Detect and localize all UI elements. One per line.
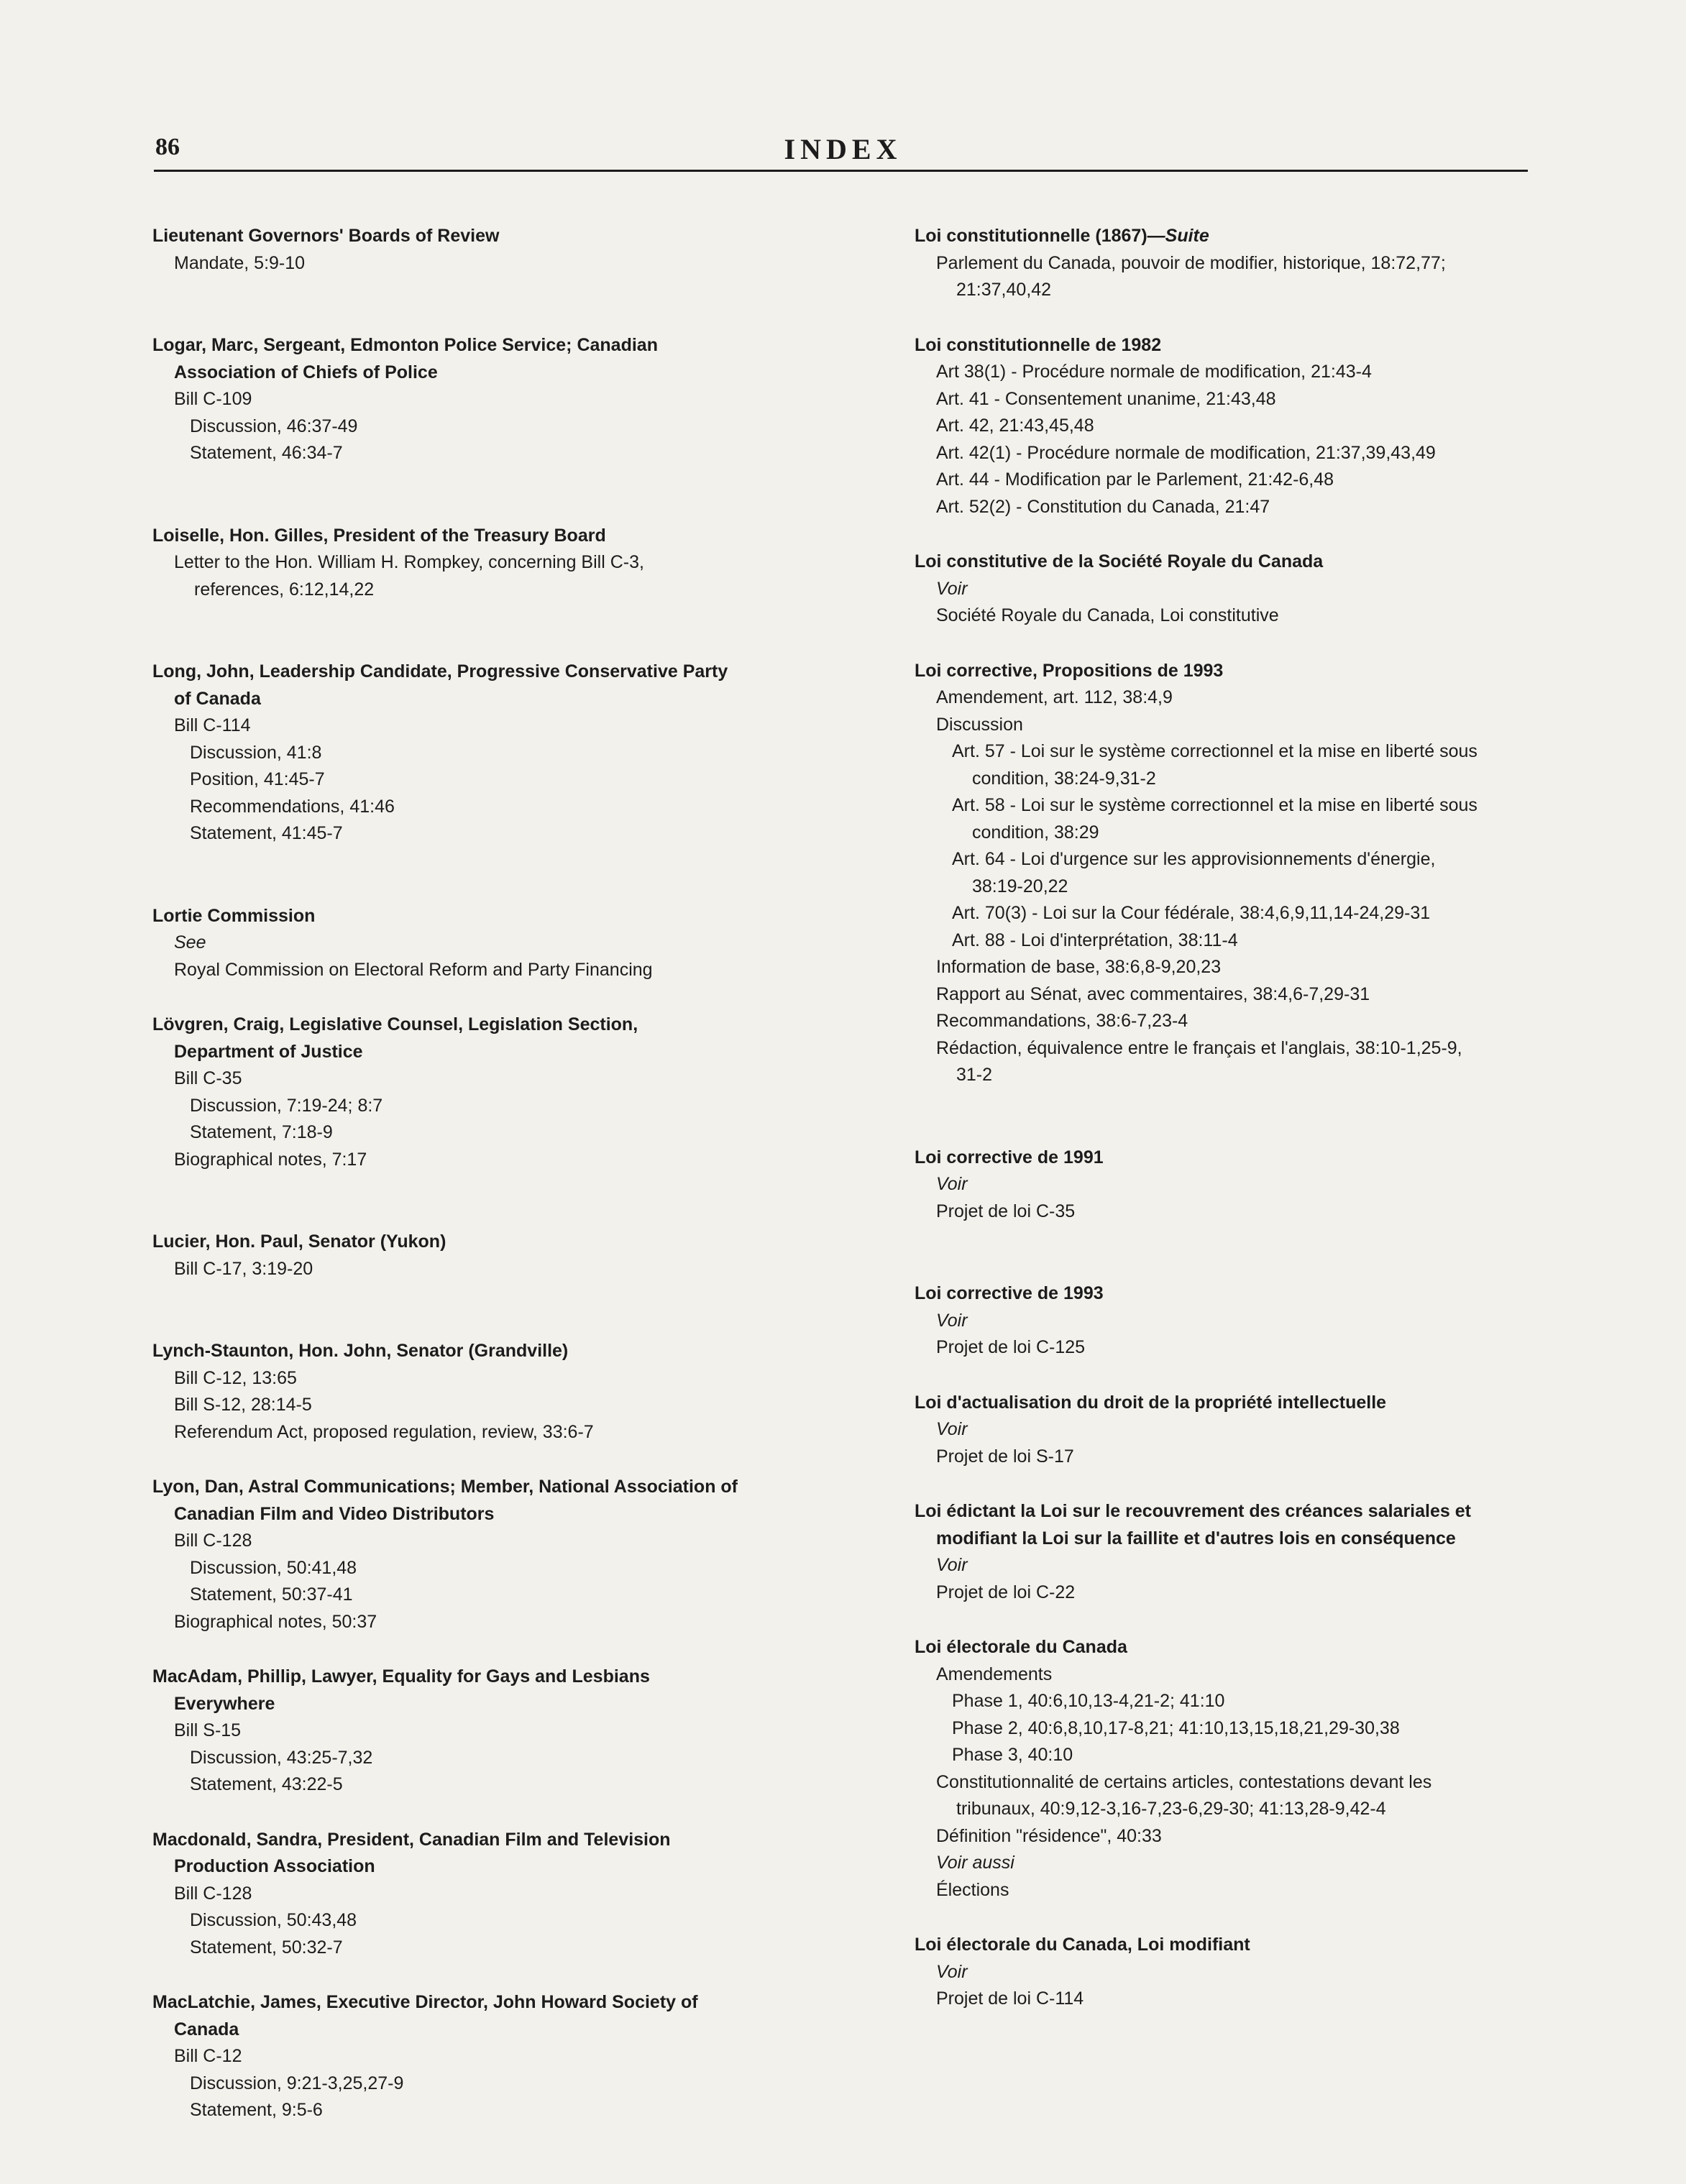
index-entry bbox=[152, 223, 857, 277]
subentry: Information de base, 38:6,8-9,20,23 bbox=[936, 957, 1222, 977]
subentry-cont: condition, 38:24-9,31-2 bbox=[972, 768, 1156, 789]
see-reference: Voir bbox=[936, 578, 968, 599]
subentry: Bill C-35 bbox=[174, 1068, 242, 1088]
subentry: Art. 57 - Loi sur le système correctionnel et la mise en liberté sous bbox=[952, 741, 1477, 761]
subentry: Phase 1, 40:6,10,13-4,21-2; 41:10 bbox=[952, 1691, 1225, 1711]
see-reference: Voir bbox=[936, 1310, 968, 1331]
index-entry bbox=[915, 658, 1547, 1089]
index-entry bbox=[152, 1474, 857, 1635]
entry-heading: Macdonald, Sandra, President, Canadian Film and Television bbox=[152, 1829, 671, 1850]
subentry: Bill C-12, 13:65 bbox=[174, 1367, 297, 1388]
entry-heading: Loi corrective de 1991 bbox=[915, 1147, 1104, 1167]
subentry: Art. 42(1) - Procédure normale de modification, 21:37,39,43,49 bbox=[936, 442, 1436, 463]
subentry: Statement, 50:32-7 bbox=[190, 1937, 343, 1958]
entry-heading-cont: modifiant la Loi sur la faillite et d'autres lois en conséquence bbox=[936, 1528, 1456, 1548]
entry-heading: Loi constitutionnelle de 1982 bbox=[915, 334, 1162, 355]
subentry: Art. 44 - Modification par le Parlement, 21:42-6,48 bbox=[936, 469, 1334, 490]
subentry-cont: condition, 38:29 bbox=[972, 822, 1099, 843]
subentry: Phase 2, 40:6,8,10,17-8,21; 41:10,13,15,18,21,29-30,38 bbox=[952, 1717, 1400, 1738]
subentry: Discussion bbox=[936, 714, 1023, 735]
reference-target: Projet de loi C-35 bbox=[936, 1201, 1076, 1221]
entry-heading: MacAdam, Phillip, Lawyer, Equality for Gays and Lesbians bbox=[152, 1666, 650, 1687]
subentry: Rapport au Sénat, avec commentaires, 38:4,6-7,29-31 bbox=[936, 983, 1370, 1004]
subentry-cont: 21:37,40,42 bbox=[956, 280, 1052, 300]
entry-heading: Loi électorale du Canada, Loi modifiant bbox=[915, 1935, 1250, 1955]
subentry: Statement, 7:18-9 bbox=[190, 1122, 333, 1142]
subentry: Art. 52(2) - Constitution du Canada, 21:47 bbox=[936, 496, 1270, 517]
subentry: Bill C-109 bbox=[174, 389, 252, 409]
see-also-reference: Voir aussi bbox=[936, 1853, 1014, 1873]
subentry: Phase 3, 40:10 bbox=[952, 1745, 1073, 1765]
subentry: Discussion, 7:19-24; 8:7 bbox=[190, 1095, 383, 1116]
entry-heading: Logar, Marc, Sergeant, Edmonton Police Service; Canadian bbox=[152, 335, 658, 355]
entry-heading: Loi édictant la Loi sur le recouvrement des créances salariales et bbox=[915, 1501, 1471, 1521]
subentry: Rédaction, équivalence entre le français et l'anglais, 38:10-1,25-9, bbox=[936, 1037, 1462, 1058]
subentry: Bill C-128 bbox=[174, 1531, 252, 1551]
subentry: Discussion, 46:37-49 bbox=[190, 416, 358, 436]
entry-heading: Lieutenant Governors' Boards of Review bbox=[152, 226, 500, 246]
suite-label: Suite bbox=[1165, 226, 1209, 246]
entry-heading-cont: Everywhere bbox=[174, 1693, 275, 1714]
page-title: INDEX bbox=[784, 133, 902, 165]
subentry: Discussion, 43:25-7,32 bbox=[190, 1747, 373, 1768]
see-reference: Voir bbox=[936, 1961, 968, 1982]
subentry-cont: tribunaux, 40:9,12-3,16-7,23-6,29-30; 41:13,28-9,42-4 bbox=[956, 1799, 1386, 1819]
entry-heading: MacLatchie, James, Executive Director, John Howard Society of bbox=[152, 1992, 698, 2012]
subentry-cont: references, 6:12,14,22 bbox=[194, 579, 375, 600]
index-entry bbox=[915, 1498, 1547, 1606]
subentry: Statement, 43:22-5 bbox=[190, 1774, 343, 1794]
subentry: Art. 41 - Consentement unanime, 21:43,48 bbox=[936, 388, 1276, 409]
entry-heading: Loiselle, Hon. Gilles, President of the Treasury Board bbox=[152, 525, 606, 546]
see-reference: Voir bbox=[936, 1174, 968, 1194]
subentry: Art. 42, 21:43,45,48 bbox=[936, 416, 1094, 436]
subentry: Position, 41:45-7 bbox=[190, 769, 325, 789]
entry-heading: Loi corrective, Propositions de 1993 bbox=[915, 660, 1224, 681]
entry-heading: Lynch-Staunton, Hon. John, Senator (Grandville) bbox=[152, 1341, 569, 1361]
subentry: Discussion, 9:21-3,25,27-9 bbox=[190, 2073, 404, 2093]
index-entry bbox=[152, 1338, 857, 1446]
subentry: Recommendations, 41:46 bbox=[190, 796, 395, 817]
index-entry bbox=[915, 332, 1547, 521]
subentry: Referendum Act, proposed regulation, review, 33:6-7 bbox=[174, 1421, 594, 1442]
subentry: Biographical notes, 50:37 bbox=[174, 1611, 377, 1632]
subentry-cont: 31-2 bbox=[956, 1065, 993, 1085]
index-entry bbox=[152, 903, 857, 984]
subentry: Discussion, 41:8 bbox=[190, 742, 322, 763]
subentry: Art 38(1) - Procédure normale de modification, 21:43-4 bbox=[936, 362, 1372, 382]
entry-heading-cont: Department of Justice bbox=[174, 1041, 363, 1062]
subentry: Art. 70(3) - Loi sur la Cour fédérale, 38:4,6,9,11,14-24,29-31 bbox=[952, 903, 1431, 923]
index-entry bbox=[152, 659, 857, 848]
subentry: Art. 58 - Loi sur le système correctionnel et la mise en liberté sous bbox=[952, 795, 1477, 815]
subentry: Bill C-128 bbox=[174, 1883, 252, 1904]
subentry: Statement, 50:37-41 bbox=[190, 1584, 353, 1605]
subentry: Définition "résidence", 40:33 bbox=[936, 1825, 1162, 1846]
index-entry bbox=[915, 1280, 1547, 1362]
header-rule bbox=[154, 170, 1528, 172]
heading-text: Loi constitutionnelle (1867)— bbox=[915, 226, 1165, 246]
index-entry bbox=[152, 1229, 857, 1283]
subentry: Bill S-12, 28:14-5 bbox=[174, 1395, 312, 1415]
entry-heading-cont: Association of Chiefs of Police bbox=[174, 362, 438, 382]
entry-heading: Long, John, Leadership Candidate, Progressive Conservative Party bbox=[152, 661, 728, 682]
subentry: Bill C-114 bbox=[174, 715, 251, 735]
entry-heading bbox=[915, 223, 1547, 250]
subentry: Discussion, 50:41,48 bbox=[190, 1557, 357, 1578]
index-entry bbox=[152, 1827, 857, 1962]
index-entry bbox=[152, 1011, 857, 1173]
subentry: Statement, 46:34-7 bbox=[190, 443, 343, 463]
index-entry bbox=[152, 1989, 857, 2124]
reference-target: Projet de loi C-22 bbox=[936, 1582, 1076, 1602]
index-column-right bbox=[915, 223, 1547, 2013]
reference-target: Projet de loi C-125 bbox=[936, 1337, 1086, 1357]
subentry: Bill C-17, 3:19-20 bbox=[174, 1258, 313, 1279]
index-entry bbox=[915, 1144, 1547, 1226]
reference-target: Élections bbox=[936, 1879, 1009, 1900]
entry-heading: Lortie Commission bbox=[152, 905, 316, 926]
subentry: Statement, 9:5-6 bbox=[190, 2100, 323, 2120]
subentry: Constitutionnalité de certains articles, contestations devant les bbox=[936, 1771, 1432, 1792]
reference-target: Royal Commission on Electoral Reform and Party Financing bbox=[174, 959, 653, 980]
entry-heading: Lucier, Hon. Paul, Senator (Yukon) bbox=[152, 1231, 446, 1252]
index-entry bbox=[152, 523, 857, 604]
subentry: Mandate, 5:9-10 bbox=[174, 252, 306, 273]
index-entry bbox=[915, 223, 1547, 304]
entry-heading-cont: Canada bbox=[174, 2019, 239, 2040]
subentry: Letter to the Hon. William H. Rompkey, concerning Bill C-3, bbox=[174, 552, 644, 572]
entry-heading: Lövgren, Craig, Legislative Counsel, Legislation Section, bbox=[152, 1014, 638, 1034]
reference-target: Société Royale du Canada, Loi constitutive bbox=[936, 605, 1279, 625]
page-number: 86 bbox=[155, 134, 180, 160]
subentry: Amendements bbox=[936, 1664, 1053, 1684]
subentry: Bill C-12 bbox=[174, 2046, 242, 2066]
entry-heading: Loi constitutive de la Société Royale du Canada bbox=[915, 551, 1324, 572]
subentry: Statement, 41:45-7 bbox=[190, 823, 343, 843]
subentry: Recommandations, 38:6-7,23-4 bbox=[936, 1011, 1188, 1031]
entry-heading: Loi corrective de 1993 bbox=[915, 1283, 1104, 1303]
subentry: Art. 88 - Loi d'interprétation, 38:11-4 bbox=[952, 930, 1238, 950]
entry-heading-cont: Canadian Film and Video Distributors bbox=[174, 1503, 495, 1524]
subentry: Biographical notes, 7:17 bbox=[174, 1149, 367, 1170]
see-reference: Voir bbox=[936, 1555, 968, 1575]
entry-heading-cont: Production Association bbox=[174, 1856, 375, 1876]
entry-heading: Lyon, Dan, Astral Communications; Member, National Association of bbox=[152, 1477, 738, 1497]
index-entry bbox=[152, 332, 857, 467]
index-entry bbox=[152, 1664, 857, 1799]
see-reference: See bbox=[174, 932, 206, 953]
index-entry bbox=[915, 1932, 1547, 2013]
subentry: Amendement, art. 112, 38:4,9 bbox=[936, 687, 1173, 707]
reference-target: Projet de loi S-17 bbox=[936, 1446, 1074, 1467]
subentry-cont: 38:19-20,22 bbox=[972, 876, 1068, 896]
subentry: Discussion, 50:43,48 bbox=[190, 1910, 357, 1930]
index-entry bbox=[915, 549, 1547, 630]
entry-heading-cont: of Canada bbox=[174, 688, 261, 709]
entry-heading: Loi électorale du Canada bbox=[915, 1637, 1127, 1657]
index-column-left bbox=[152, 223, 857, 2124]
index-entry bbox=[915, 1390, 1547, 1471]
see-reference: Voir bbox=[936, 1419, 968, 1439]
subentry: Bill S-15 bbox=[174, 1720, 242, 1740]
reference-target: Projet de loi C-114 bbox=[936, 1988, 1084, 2009]
index-entry bbox=[915, 1634, 1547, 1904]
subentry: Art. 64 - Loi d'urgence sur les approvisionnements d'énergie, bbox=[952, 849, 1436, 869]
subentry: Parlement du Canada, pouvoir de modifier, historique, 18:72,77; bbox=[936, 252, 1446, 273]
entry-heading: Loi d'actualisation du droit de la propriété intellectuelle bbox=[915, 1392, 1387, 1413]
